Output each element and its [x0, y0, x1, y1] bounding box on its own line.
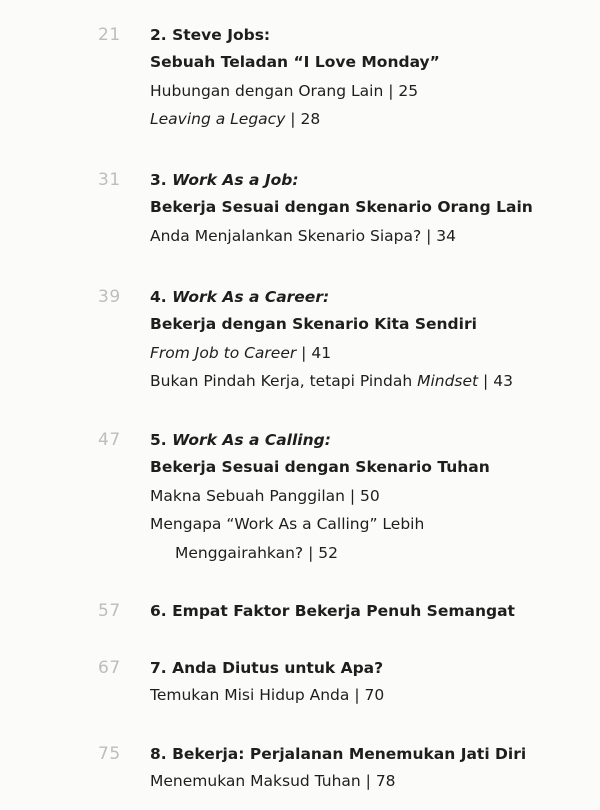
chapter-subtitle: Bekerja Sesuai dengan Skenario Orang Lain — [150, 198, 533, 216]
chapter-heading — [150, 655, 384, 681]
toc-page-number: 39 — [98, 287, 121, 307]
toc-page-number: 67 — [98, 658, 121, 678]
chapter-number: 2. — [150, 26, 167, 44]
chapter-number: 5. — [150, 431, 167, 449]
toc-subitem-continued: Menggairahkan? | 52 — [175, 543, 338, 562]
chapter-number: 6. — [150, 602, 167, 620]
chapter-title: Bekerja: Perjalanan Menemukan Jati Diri — [172, 745, 527, 763]
chapter-heading — [150, 598, 515, 624]
toc-page-number: 31 — [98, 170, 121, 190]
toc-subitem: Leaving a Legacy | 28 — [150, 110, 321, 129]
chapter-number: 7. — [150, 659, 167, 677]
chapter-subtitle: Bekerja dengan Skenario Kita Sendiri — [150, 315, 477, 333]
chapter-title: Anda Diutus untuk Apa? — [172, 659, 384, 677]
toc-page-number: 47 — [98, 430, 121, 450]
chapter-subtitle: Sebuah Teladan “I Love Monday” — [150, 53, 440, 71]
toc-page-number: 75 — [98, 744, 121, 764]
toc-subitem: Anda Menjalankan Skenario Siapa? | 34 — [150, 226, 457, 245]
chapter-heading — [150, 427, 490, 453]
toc-subitem: Mengapa “Work As a Calling” Lebih — [150, 515, 425, 534]
toc-page-number: 57 — [98, 601, 121, 621]
toc-subitem: From Job to Career | 41 — [150, 343, 332, 362]
chapter-title: Work As a Job: — [172, 171, 299, 189]
chapter-title: Empat Faktor Bekerja Penuh Semangat — [172, 602, 515, 620]
chapter-heading — [150, 22, 440, 48]
chapter-number: 3. — [150, 171, 167, 189]
chapter-subtitle: Bekerja Sesuai dengan Skenario Tuhan — [150, 458, 490, 476]
toc-subitem: Temukan Misi Hidup Anda | 70 — [150, 686, 385, 704]
toc-subitem: Hubungan dengan Orang Lain | 25 — [150, 81, 419, 100]
chapter-title: Work As a Career: — [172, 288, 330, 306]
toc-subitem: Bukan Pindah Kerja, tetapi Pindah Mindset | 43 — [150, 372, 513, 391]
chapter-heading — [150, 167, 533, 193]
chapter-heading — [150, 284, 513, 310]
toc-page-number: 21 — [98, 25, 121, 45]
chapter-title: Steve Jobs: — [172, 26, 271, 44]
chapter-title: Work As a Calling: — [172, 431, 331, 449]
chapter-heading — [150, 741, 526, 767]
toc-subitem: Menemukan Maksud Tuhan | 78 — [150, 772, 396, 790]
chapter-number: 4. — [150, 288, 167, 306]
chapter-number: 8. — [150, 745, 167, 763]
toc-subitem: Makna Sebuah Panggilan | 50 — [150, 486, 380, 505]
